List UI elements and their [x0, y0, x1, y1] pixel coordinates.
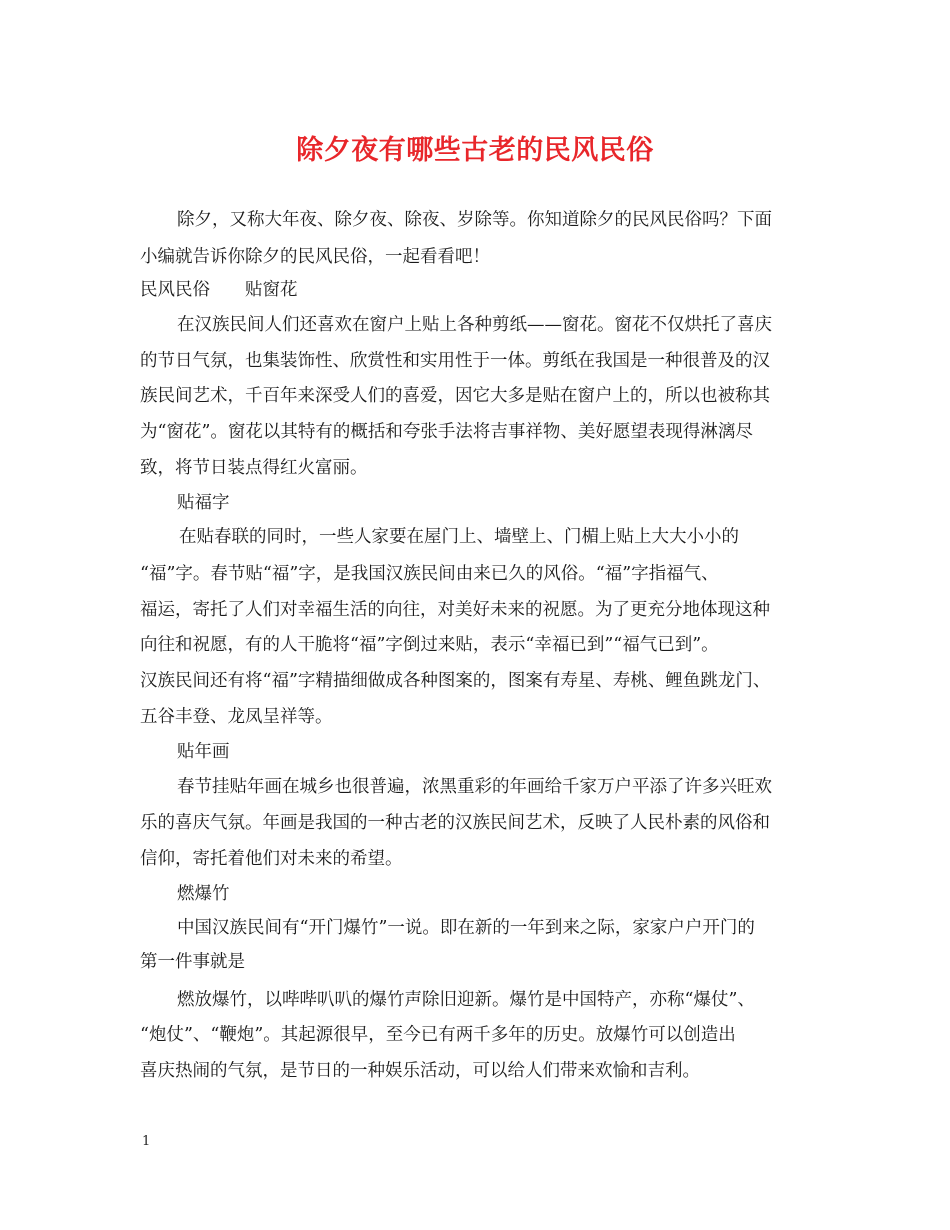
paragraph-line: 燃放爆竹，以哔哔叭叭的爆竹声除旧迎新。爆竹是中国特产，亦称“爆仗”、	[177, 990, 755, 1010]
paragraph-line: 在汉族民间人们还喜欢在窗户上贴上各种剪纸——窗花。窗花不仅烘托了喜庆	[177, 315, 772, 335]
paragraph-line: 五谷丰登、龙凤呈祥等。	[140, 707, 333, 727]
paragraph-line: 汉族民间还有将“福”字精描细做成各种图案的，图案有寿星、寿桃、鲤鱼跳龙门、	[140, 671, 771, 691]
paragraph-line: 为“窗花”。窗花以其特有的概括和夸张手法将吉事祥物、美好愿望表现得淋漓尽	[140, 422, 753, 442]
paragraph-line: 族民间艺术，千百年来深受人们的喜爱，因它大多是贴在窗户上的，所以也被称其	[140, 386, 770, 406]
section-heading: 贴福字	[177, 493, 230, 513]
page-number: 1	[142, 1134, 151, 1149]
paragraph-line: “福”字。春节贴“福”字，是我国汉族民间由来已久的风俗。“福”字指福气、	[140, 564, 719, 584]
section-heading: 燃爆竹	[177, 884, 230, 904]
paragraph-line: 向往和祝愿，有的人干脆将“福”字倒过来贴，表示“幸福已到”“福气已到”。	[140, 635, 719, 655]
section-heading-line: 民风民俗 贴窗花	[140, 280, 298, 300]
paragraph-line: 的节日气氛，也集装饰性、欣赏性和实用性于一体。剪纸在我国是一种很普及的汉	[140, 351, 770, 371]
paragraph-line: 信仰，寄托着他们对未来的希望。	[140, 849, 403, 869]
paragraph-line: 在贴春联的同时，一些人家要在屋门上、墙壁上、门楣上贴上大大小小的	[179, 527, 739, 547]
document-title: 除夕夜有哪些古老的民风民俗	[296, 135, 654, 166]
paragraph-line: 致，将节日装点得红火富丽。	[140, 458, 368, 478]
paragraph-line: 乐的喜庆气氛。年画是我国的一种古老的汉族民间艺术，反映了人民朴素的风俗和	[140, 813, 770, 833]
section-heading: 贴年画	[177, 742, 230, 762]
paragraph-line: “炮仗”、“鞭炮”。其起源很早，至今已有两千多年的历史。放爆竹可以创造出	[140, 1025, 736, 1045]
paragraph-line: 春节挂贴年画在城乡也很普遍，浓黑重彩的年画给千家万户平添了许多兴旺欢	[177, 777, 772, 797]
paragraph-line: 第一件事就是	[140, 952, 245, 972]
paragraph-line: 小编就告诉你除夕的民风民俗，一起看看吧！	[140, 247, 490, 267]
paragraph-line: 中国汉族民间有“开门爆竹”一说。即在新的一年到来之际，家家户户开门的	[177, 918, 755, 938]
paragraph-line: 喜庆热闹的气氛，是节日的一种娱乐活动，可以给人们带来欢愉和吉利。	[140, 1061, 700, 1081]
paragraph-line: 福运，寄托了人们对幸福生活的向往，对美好未来的祝愿。为了更充分地体现这种	[140, 600, 770, 620]
paragraph-line: 除夕，又称大年夜、除夕夜、除夜、岁除等。你知道除夕的民风民俗吗？下面	[177, 210, 772, 230]
